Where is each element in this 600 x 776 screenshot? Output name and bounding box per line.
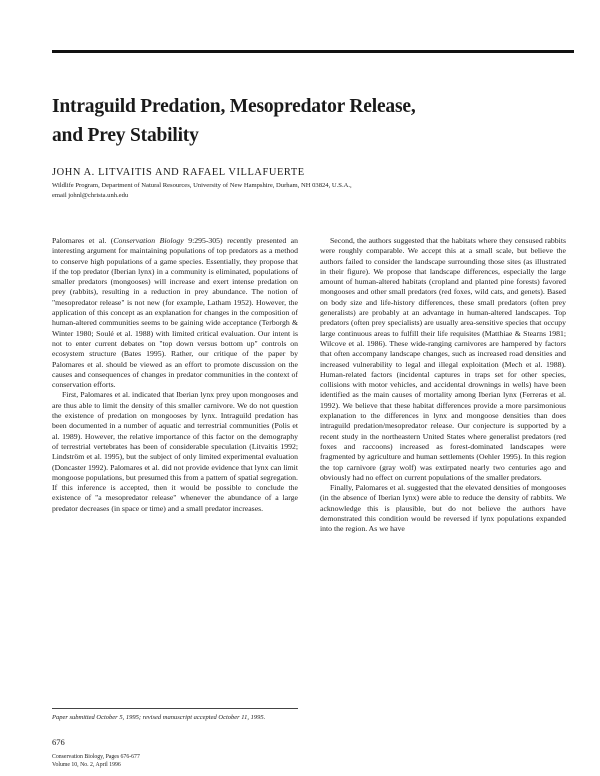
title-line-2: and Prey Stability xyxy=(52,125,199,146)
text-run: First, Palomares et al. indicated that Iberian lynx prey upon mongooses and are thus able to limit the density of this smaller carnivore. We do not question the existence of predation on mongooses by lynx. Intraguild predation has been documented in a number of aquatic and terrestrial communities (Polis et al. 1989). However, the relative importance of this factor on the demography of terrestrial vertebrates has been of considerable speculation (Litvaitis 1992; Lindström et al. 1995), but the subject of only limited experimental evaluation (Doncaster 1992). Palomares et al. did not provide evidence that lynx can limit mongoose populations, but presumed this from a pattern of spatial segregation. If this inference is accepted, then it would be possible to conclude the existence of "a mesopredator release" whenever the abundance of a large predator decreases (in space or time) and a small predator increases. xyxy=(52,390,298,513)
paragraph xyxy=(320,483,566,534)
page-number: 676 xyxy=(52,737,65,747)
article-title xyxy=(52,92,582,150)
left-column xyxy=(52,236,298,684)
text-run: Palomares et al. ( xyxy=(52,236,114,245)
header-rule xyxy=(52,50,574,53)
title-line-1: Intraguild Predation, Mesopredator Release, xyxy=(52,96,416,117)
journal-line-2: Volume 10, No. 2, April 1996 xyxy=(52,762,121,768)
paragraph xyxy=(52,390,298,514)
journal-line-1: Conservation Biology, Pages 676-677 xyxy=(52,754,140,760)
paragraph xyxy=(320,236,566,483)
journal-citation: Conservation Biology xyxy=(113,236,184,245)
submission-footnote: Paper submitted October 5, 1995; revised manuscript accepted October 11, 1995. xyxy=(52,714,266,721)
footnote-divider xyxy=(52,708,298,709)
author-affiliation xyxy=(52,181,582,201)
text-run: Second, the authors suggested that the habitats where they censused rabbits were roughly comparable. We accept this at a small scale, but believe the authors failed to consider the landscape surrounding those sites (as illustrated in their figure). We propose that landscape differences, especially the large amount of human-altered habitats (cropland and planted pine forests) favored mongooses and other small predators (red foxes, wild cats, and genets). Based on body size and life-history differences, these small predators (often prey generalists) are probably at an advantage in human-altered landscapes. Top predators (often prey specialists) are usually area-sensitive species that occupy large continuous areas to fulfill their life requisites (Matthiae & Stearns 1981; Wilcove et al. 1986). These wide-ranging carnivores are hampered by factors that often accompany landscape changes, such as increased road densities and increased vulnerability to legal and illegal exploitation (Mech et al. 1988). Human-related factors (incidental captures in traps set for other species, collisions with motor vehicles, and accidental drownings in wells) have been identified as the main causes of mortality among Iberian lynx (Ferreras et al. 1992). We believe that these habitat differences provide a more parsimonious explanation to the differences in lynx and mongoose densities than does intraguild predation/mesopredator release. Our conjecture is supported by a recent study in the northeastern United States where generalist predators (red foxes and raccoons) increased as forest-dominated landscapes were fragmented by agriculture and human settlements (Oehler 1995). In this region the top carnivore (gray wolf) was extirpated nearly two centuries ago and obviously had no effect on current populations of the smaller predators. xyxy=(320,236,566,482)
text-run: 9:295-305) recently presented an interesting argument for maintaining populations of top predators as a method to conserve high populations of a game species. Essentially, they propose that if the top predator (Iberian lynx) in a community is eliminated, populations of smaller predators (mongooses) will increase and exert intense predation on prey (rabbits), resulting in a reduction in prey abundance. The notion of "mesopredator release" is not new (for example, Latham 1952). However, the application of this concept as an explanation for changes in the composition of human-altered communities seems to be gaining wide acceptance (Terborgh & Winter 1980; Soulé et al. 1988) with limited critical evaluation. Our intent is not to enter current debates on "top down versus bottom up" controls on ecosystem structure (Bates 1995). Rather, our critique of the paper by Palomares et al. should be viewed as an effort to promote discussion on the causes and consequences of changes in predator communities in the context of conservation efforts. xyxy=(52,236,298,390)
text-run: Finally, Palomares et al. suggested that the elevated densities of mongooses (in the absence of Iberian lynx) were able to reduce the density of rabbits. We acknowledge this is plausible, but do not believe the authors have demonstrated this condition would be reversed if lynx populations expanded into the region. As we have xyxy=(320,483,566,534)
right-column xyxy=(320,236,566,684)
affiliation-line-2: email johnl@christa.unh.edu xyxy=(52,192,129,199)
affiliation-line-1: Wildlife Program, Department of Natural Resources, University of New Hampshire, Durham, NH 03824, U.S.A., xyxy=(52,182,352,189)
journal-info xyxy=(52,753,292,769)
author-names: JOHN A. LITVAITIS AND RAFAEL VILLAFUERTE xyxy=(52,167,305,178)
paragraph xyxy=(52,236,298,390)
